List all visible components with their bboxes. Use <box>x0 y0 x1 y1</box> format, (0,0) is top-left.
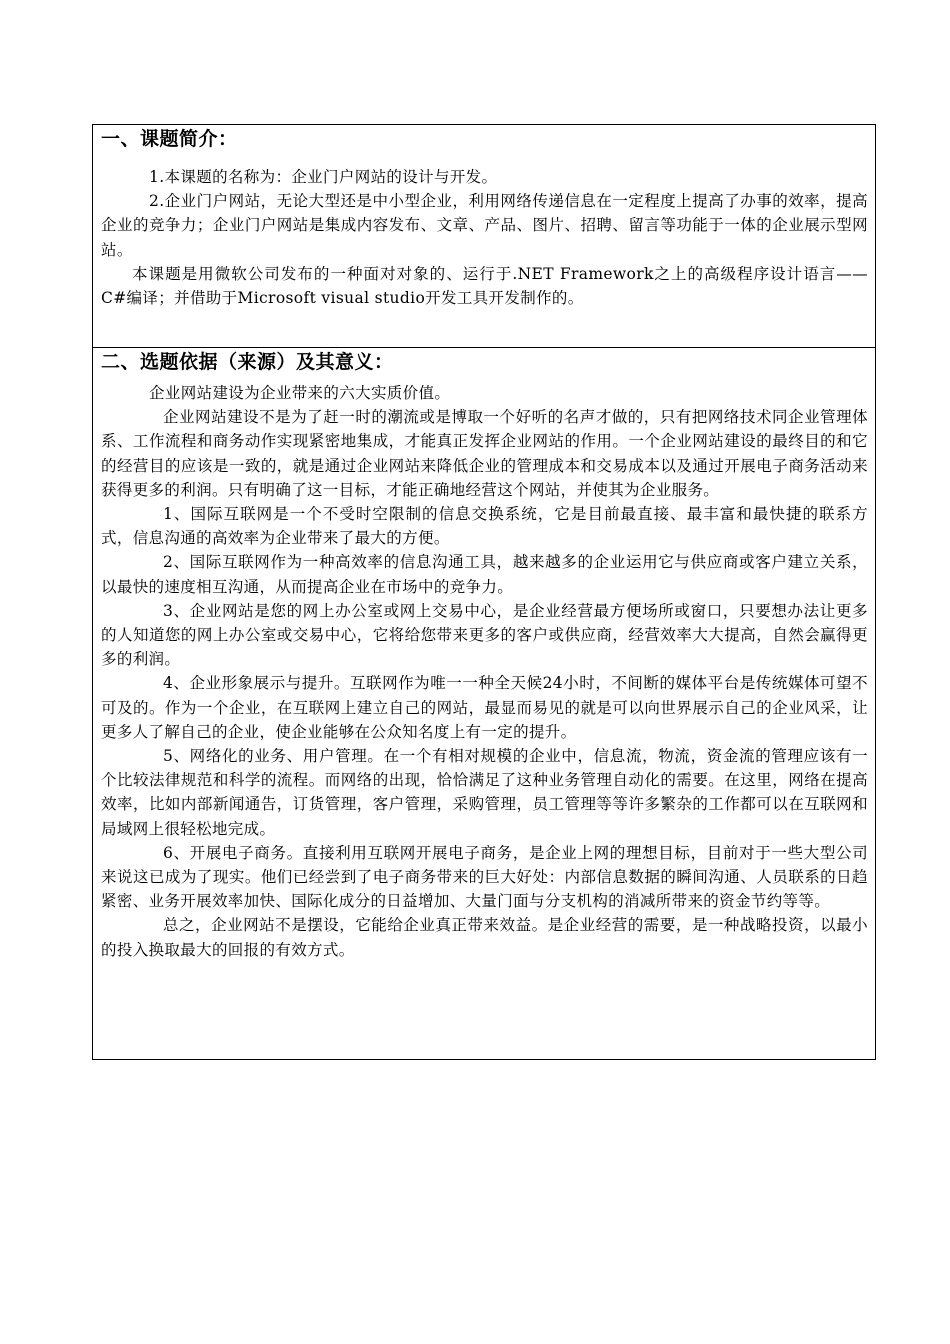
paragraph: 总之，企业网站不是摆设，它能给企业真正带来效益。是企业经营的需要，是一种战略投资，以最小的投入换取最大的回报的有效方式。 <box>101 916 868 959</box>
paragraph: 2.企业门户网站，无论大型还是中小型企业，利用网络传递信息在一定程度上提高了办事的效率，提高企业的竞争力；企业门户网站是集成内容发布、文章、产品、图片、招聘、留言等功能于一体的企业展示型网站。 <box>101 192 868 259</box>
paragraph: 本课题是用微软公司发布的一种面对对象的、运行于.NET Framework之上的高级程序设计语言——C#编译；并借助于Microsoft visual studio开发工具开发制作的。 <box>101 264 868 308</box>
paragraph: 2、国际互联网作为一种高效率的信息沟通工具，越来越多的企业运用它与供应商或客户建立关系，以最快的速度相互沟通，从而提高企业在市场中的竞争力。 <box>101 553 868 596</box>
paragraph: 1、国际互联网是一个不受时空限制的信息交换系统，它是目前最直接、最丰富和最快捷的联系方式，信息沟通的高效率为企业带来了最大的方便。 <box>101 505 868 548</box>
section-heading: 二、选题依据（来源）及其意义： <box>101 351 394 373</box>
paragraph: 企业网站建设为企业带来的六大实质价值。 <box>149 384 451 402</box>
paragraph: 3、企业网站是您的网上办公室或网上交易中心，是企业经营最方便场所或窗口，只要想办法让更多的人知道您的网上办公室或交易中心，它将给您带来更多的客户或供应商，经营效率大大提高，自然会赢得更多的利润。 <box>101 601 868 669</box>
paragraph: 6、开展电子商务。直接利用互联网开展电子商务，是企业上网的理想目标，目前对于一些大型公司来说这已成为了现实。他们已经尝到了电子商务带来的巨大好处：内部信息数据的瞬间沟通、人员联系的日趋紧密、业务开展效率加快、国际化成分的日益增加、大量门面与分支机构的消减所带来的资金节约等等。 <box>101 843 868 911</box>
paragraph: 1.本课题的名称为：企业门户网站的设计与开发。 <box>149 168 498 186</box>
section-basis-significance <box>93 347 875 1059</box>
paragraph: 4、企业形象展示与提升。互联网作为唯一一种全天候24小时，不间断的媒体平台是传统媒体可望不可及的。作为一个企业，在互联网上建立自己的网站，最显而易见的就是可以向世界展示自己的企业风采，让更多人了解自己的企业，使企业能够在公众知名度上有一定的提升。 <box>101 674 868 741</box>
section-heading: 一、课题简介： <box>101 128 238 150</box>
paragraph: 企业网站建设不是为了赶一时的潮流或是博取一个好听的名声才做的，只有把网络技术同企业管理体系、工作流程和商务动作实现紧密地集成，才能真正发挥企业网站的作用。一个企业网站建设的最终目的和它的经营目的应该是一致的，就是通过企业网站来降低企业的管理成本和交易成本以及通过开展电子商务活动来获得更多的利润。只有明确了这一目标，才能正确地经营这个网站，并使其为企业服务。 <box>101 408 868 499</box>
section-introduction <box>93 125 875 347</box>
document-table <box>92 124 876 1060</box>
paragraph: 5、网络化的业务、用户管理。在一个有相对规模的企业中，信息流，物流，资金流的管理应该有一个比较法律规范和科学的流程。而网络的出现，恰恰满足了这种业务管理自动化的需要。在这里，网络在提高效率，比如内部新闻通告，订货管理，客户管理，采购管理，员工管理等等许多繁杂的工作都可以在互联网和局域网上很轻松地完成。 <box>101 747 868 838</box>
